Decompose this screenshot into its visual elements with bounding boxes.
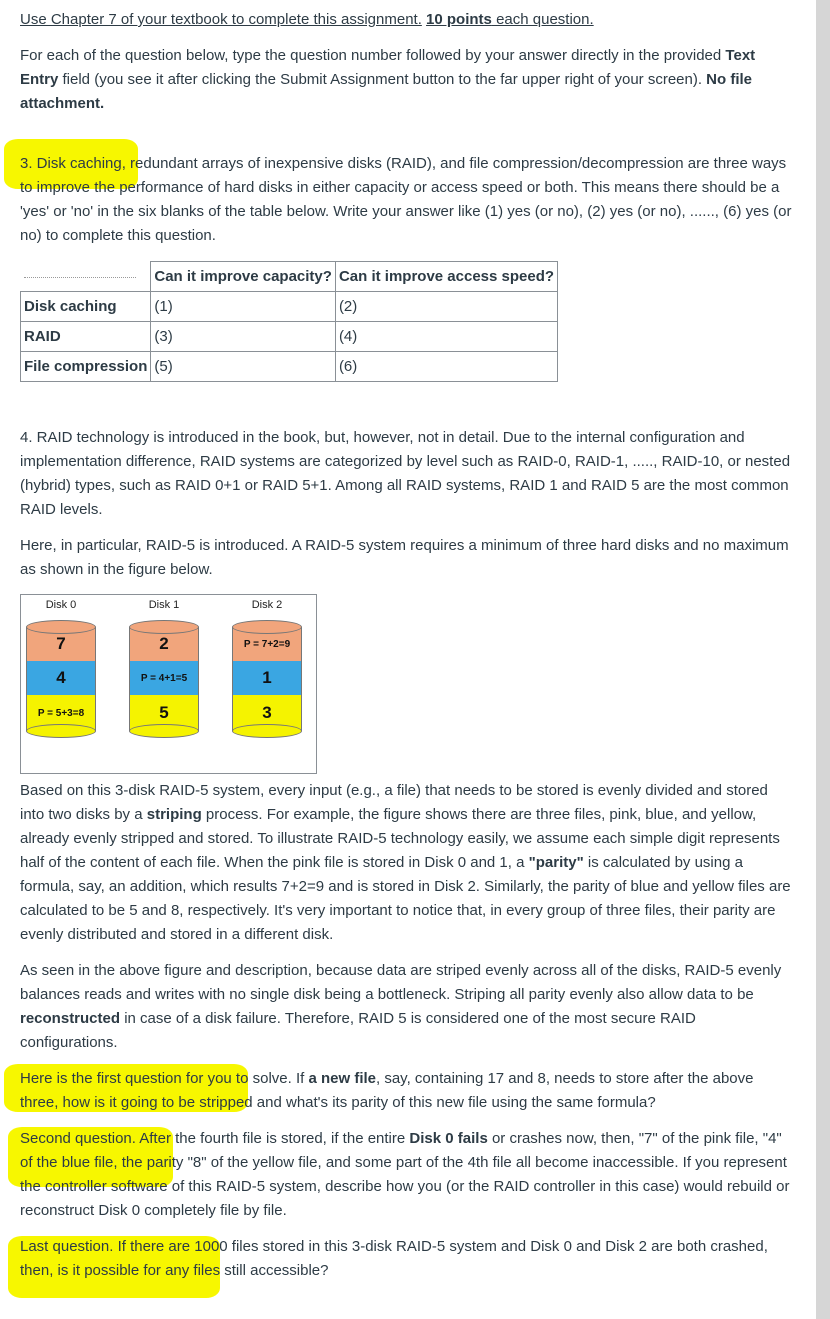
first-question bbox=[20, 1067, 792, 1115]
table-row bbox=[21, 352, 558, 382]
second-question-text: Second question. After the fourth file is stored, if the entire bbox=[20, 1130, 410, 1147]
table-header-speed: Can it improve access speed? bbox=[335, 262, 557, 292]
disk-0-fails-bold: Disk 0 fails bbox=[409, 1130, 488, 1147]
table-corner-cell bbox=[21, 262, 151, 292]
second-question-text-2: or crashes now, then, "7" of the pink file, "4" of the blue file, the parity "8" of the yellow file, and some part of the 4th file all become inaccessible. If you represent the controller software of this RAID-5 system, describe how you (or the RAID controller in this case) would rebuild or reconstruct Disk 0 completely file by file. bbox=[20, 1130, 790, 1219]
disk-2-bottom-cap bbox=[232, 724, 302, 738]
chapter-instruction: Use Chapter 7 of your textbook to complete this assignment. bbox=[20, 11, 422, 28]
table-cell: (5) bbox=[151, 352, 336, 382]
first-question-text-2: , say, containing 17 and 8, needs to store after the above three, how is it going to be stripped and what's its parity of this new file using the same formula? bbox=[20, 1070, 754, 1111]
disk-2-yellow-block: 3 bbox=[232, 695, 302, 731]
disk-0-yellow-block: P = 5+3=8 bbox=[26, 695, 96, 731]
disk-1-label: Disk 1 bbox=[148, 599, 180, 611]
disk-2-cylinder bbox=[232, 620, 302, 740]
raid5-intro: Here, in particular, RAID-5 is introduced. A RAID-5 system requires a minimum of three hard disks and no maximum as shown in the figure below. bbox=[20, 537, 789, 578]
question-3-text: 3. Disk caching, redundant arrays of inexpensive disks (RAID), and file compression/decompression are three ways to improve the performance of hard disks in either capacity or access speed or both. This means there should be a 'yes' or 'no' in the six blanks of the table below. Write your answer like (1) yes (or no), (2) yes (or no), ......, (6) yes (or no) to complete this question. bbox=[20, 155, 792, 244]
disk-0-pink-block: 7 bbox=[26, 627, 96, 661]
table-row bbox=[21, 292, 558, 322]
assignment-header bbox=[20, 8, 792, 32]
disk-2-top-cap bbox=[232, 620, 302, 634]
disk-1-blue-block: P = 4+1=5 bbox=[129, 661, 199, 695]
disk-2-blue-block: 1 bbox=[232, 661, 302, 695]
submission-instructions bbox=[20, 44, 792, 116]
reconstructed-bold: reconstructed bbox=[20, 1010, 121, 1027]
instructions-bold-text-entry: Text Entry bbox=[20, 47, 756, 88]
disk-0-label: Disk 0 bbox=[45, 599, 77, 611]
points-label: 10 points bbox=[426, 11, 492, 28]
parity-bold: "parity" bbox=[528, 854, 584, 871]
instructions-text-2: field (you see it after clicking the Submit Assignment button to the far upper right of your screen). bbox=[58, 71, 707, 88]
raid5-balance-explanation bbox=[20, 959, 792, 1055]
table-cell: (2) bbox=[335, 292, 557, 322]
balance-text: As seen in the above figure and description, because data are striped evenly across all of the disks, RAID-5 evenly balances reads and writes with no single disk being a bottleneck. Striping all parity evenly also allow data to be bbox=[20, 962, 782, 1003]
striping-text-2: process. For example, the figure shows there are three files, pink, blue, and yellow, already evenly stripped and stored. To illustrate RAID-5 technology easily, we assume each simple digit represents half of the content of each file. When the pink file is stored in Disk 0 and 1, a bbox=[20, 806, 780, 871]
disk-0-bottom-cap bbox=[26, 724, 96, 738]
striping-text-3: is calculated by using a formula, say, an addition, which results 7+2=9 and is stored in Disk 2. Similarly, the parity of blue and yellow files are calculated to be 5 and 8, respectively. It's very important to notice that, in every group of three files, their parity are evenly distributed and stored in a different disk. bbox=[20, 854, 791, 943]
disk-1-top-cap bbox=[129, 620, 199, 634]
table-header-capacity: Can it improve capacity? bbox=[151, 262, 336, 292]
table-cell: (1) bbox=[151, 292, 336, 322]
table-cell: (3) bbox=[151, 322, 336, 352]
table-row-label: Disk caching bbox=[21, 292, 151, 322]
table-header-row bbox=[21, 262, 558, 292]
striping-bold: striping bbox=[146, 806, 202, 823]
disk-1-bottom-cap bbox=[129, 724, 199, 738]
disk-1-cylinder bbox=[129, 620, 199, 740]
disk-2-label: Disk 2 bbox=[251, 599, 283, 611]
table-cell: (4) bbox=[335, 322, 557, 352]
disk-0-cylinder bbox=[26, 620, 96, 740]
disk-1-pink-block: 2 bbox=[129, 627, 199, 661]
disk-0-blue-block: 4 bbox=[26, 661, 96, 695]
last-question: Last question. If there are 1000 files stored in this 3-disk RAID-5 system and Disk 0 and Disk 2 are both crashed, then, is it possible for any files still accessible? bbox=[20, 1238, 768, 1279]
instructions-bold-no-attachment: No file attachment. bbox=[20, 71, 753, 112]
disk-1-yellow-block: 5 bbox=[129, 695, 199, 731]
table-row bbox=[21, 322, 558, 352]
question-3-table bbox=[20, 261, 558, 382]
table-cell: (6) bbox=[335, 352, 557, 382]
disk-0-top-cap bbox=[26, 620, 96, 634]
first-question-text: Here is the first question for you to solve. If bbox=[20, 1070, 309, 1087]
instructions-text: For each of the question below, type the question number followed by your answer directly in the provided bbox=[20, 47, 726, 64]
disk-2-pink-block: P = 7+2=9 bbox=[232, 627, 302, 661]
points-suffix: each question. bbox=[491, 11, 594, 28]
question-4-intro: 4. RAID technology is introduced in the book, but, however, not in detail. Due to the internal configuration and implementation difference, RAID systems are categorized by level such as RAID-0, RAID-1, ....., RAID-10, or nested (hybrid) types, such as RAID 0+1 or RAID 5+1. Among all RAID systems, RAID 1 and RAID 5 are the most common RAID levels. bbox=[20, 429, 791, 518]
table-row-label: RAID bbox=[21, 322, 151, 352]
striping-text: Based on this 3-disk RAID-5 system, every input (e.g., a file) that needs to be stored is evenly divided and stored into two disks by a bbox=[20, 782, 768, 823]
second-question bbox=[20, 1127, 792, 1223]
balance-text-2: in case of a disk failure. Therefore, RAID 5 is considered one of the most secure RAID configurations. bbox=[20, 1010, 696, 1051]
table-row-label: File compression bbox=[21, 352, 151, 382]
raid5-figure bbox=[20, 594, 317, 774]
striping-explanation bbox=[20, 779, 792, 947]
page-scrollbar[interactable] bbox=[816, 0, 830, 1319]
new-file-bold: a new file bbox=[308, 1070, 376, 1087]
